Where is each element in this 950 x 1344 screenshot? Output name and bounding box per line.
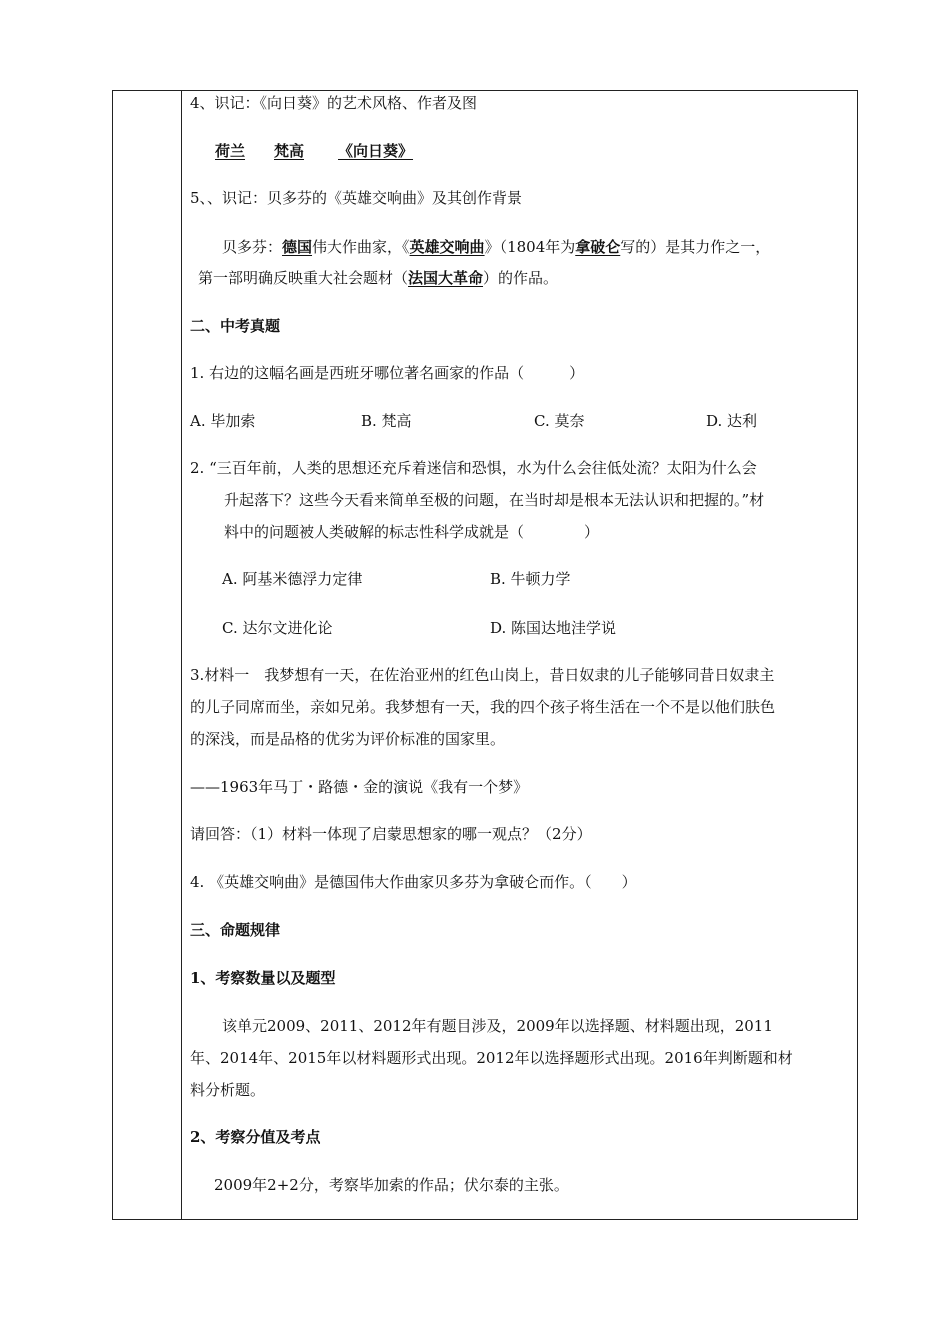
paragraph-1-line-3: 料分析题。 [190, 1081, 266, 1099]
subheading-score-points: 2、考察分值及考点 [190, 1128, 321, 1146]
question-3-source: ——1963年马丁・路德・金的演说《我有一个梦》 [190, 778, 529, 796]
answer-painter: 梵高 [274, 142, 305, 160]
question-2-line-2: 升起落下？这些今天看来简单至极的问题，在当时却是根本无法认识和把握的。”材 [224, 491, 765, 509]
q1-option-c: C. 莫奈 [534, 412, 585, 430]
section-heading-2: 二、中考真题 [190, 317, 281, 335]
answer-work: 《向日葵》 [338, 142, 414, 160]
question-3-line-3: 的深浅，而是品格的优劣为评价标准的国家里。 [190, 730, 506, 748]
subheading-count-types: 1、考察数量以及题型 [190, 969, 336, 987]
item-5-text: 5、、识记：贝多芬的《英雄交响曲》及其创作背景 [190, 189, 523, 207]
section-heading-3: 三、命题规律 [190, 921, 281, 939]
question-4: 4. 《英雄交响曲》是德国伟大作曲家贝多芬为拿破仑而作。（ ） [190, 873, 637, 891]
question-2-line-3: 料中的问题被人类破解的标志性科学成就是（ ） [224, 523, 600, 541]
beethoven-line-2: 第一部明确反映重大社会题材（法国大革命）的作品。 [198, 269, 559, 287]
beethoven-line-1: 贝多芬：德国伟大作曲家，《英雄交响曲》（1804年为拿破仑写的）是其力作之一， [222, 238, 771, 256]
paragraph-1-line-2: 年、2014年、2015年以材料题形式出现。2012年以选择题形式出现。2016年判断题和材 [190, 1049, 793, 1067]
question-3-ask: 请回答：（1）材料一体现了启蒙思想家的哪一观点？（2分） [190, 825, 592, 843]
question-2-line-1: 2. “三百年前，人类的思想还充斥着迷信和恐惧，水为什么会往低处流？太阳为什么会 [190, 459, 757, 477]
question-1: 1. 右边的这幅名画是西班牙哪位著名画家的作品（ ） [190, 364, 585, 382]
answer-country: 荷兰 [215, 142, 246, 160]
paragraph-1-line-1: 该单元2009、2011、2012年有题目涉及，2009年以选择题、材料题出现，2011 [222, 1017, 773, 1035]
q1-option-a: A. 毕加索 [190, 412, 256, 430]
q1-option-d: D. 达利 [706, 412, 758, 430]
question-3-line-2: 的儿子同席而坐，亲如兄弟。我梦想有一天，我的四个孩子将生活在一个不是以他们肤色 [190, 698, 776, 716]
q2-option-d: D. 陈国达地洼学说 [490, 619, 617, 637]
item-4-text: 4、识记：《向日葵》的艺术风格、作者及图 [190, 94, 478, 112]
q2-option-b: B. 牛顿力学 [490, 570, 571, 588]
q1-option-b: B. 梵高 [361, 412, 412, 430]
column-divider [181, 91, 182, 1219]
q2-option-a: A. 阿基米德浮力定律 [222, 570, 363, 588]
paragraph-2: 2009年2+2分，考察毕加索的作品；伏尔泰的主张。 [214, 1176, 569, 1194]
q2-option-c: C. 达尔文进化论 [222, 619, 333, 637]
question-3-line-1: 3.材料一 我梦想有一天，在佐治亚州的红色山岗上，昔日奴隶的儿子能够同昔日奴隶主 [190, 666, 775, 684]
